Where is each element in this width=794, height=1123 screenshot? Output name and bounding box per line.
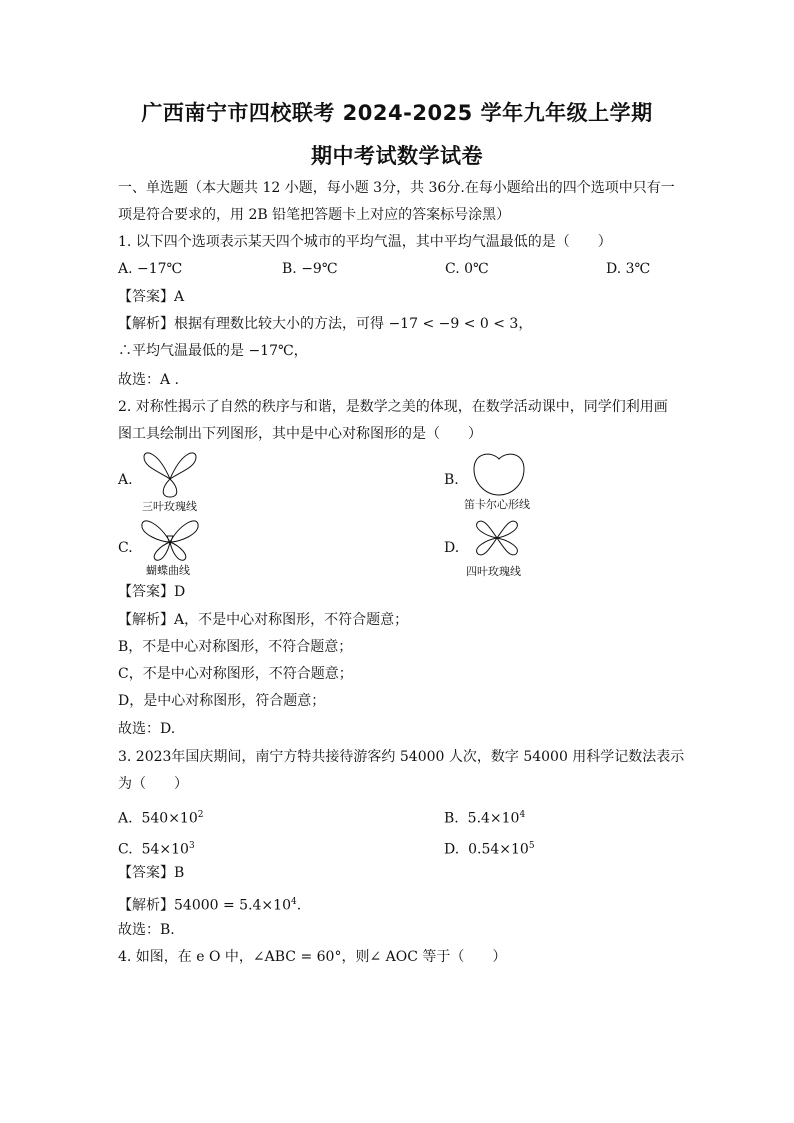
cardioid-icon (470, 451, 528, 497)
q3-option-b: B. $5.4\times 10^4$ (444, 810, 526, 827)
q1-conclusion: 故选：A . (118, 372, 180, 388)
q3-option-c: C. $54\times 10^3$ (118, 841, 195, 858)
page-title-line1: 广西南宁市四校联考 2024-2025 学年九年级上学期 (141, 101, 653, 125)
q2-figure-a-caption: 三叶玫瑰线 (142, 500, 197, 513)
q3-question-line2: 为（ ） (118, 776, 188, 792)
q3-conclusion: 故选：B. (118, 922, 175, 938)
q1-question: 1. 以下四个选项表示某天四个城市的平均气温，其中平均气温最低的是（ ） (118, 234, 612, 250)
q3-option-a: A. $540\times 10^2$ (118, 810, 204, 827)
three-leaf-rose-icon (138, 449, 202, 499)
q3-answer: 【答案】B (118, 865, 185, 881)
q2-figure-b-caption: 笛卡尔心形线 (464, 498, 530, 511)
q2-figure-a-letter: A. (118, 472, 133, 488)
q1-option-b: B. −9℃ (282, 261, 338, 277)
q2-analysis-line1: 【解析】A，不是中心对称图形，不符合题意； (118, 612, 409, 628)
q2-question-line1: 2. 对称性揭示了自然的秩序与和谐，是数学之美的体现，在数学活动课中，同学们利用画 (118, 399, 668, 415)
q2-analysis-line4: D，是中心对称图形，符合题意； (118, 693, 326, 709)
q3-question-line1: 3. 2023年国庆期间，南宁方特共接待游客约 54000 人次，数字 54000 用科学记数法表示 (118, 749, 685, 765)
q1-answer: 【答案】A (118, 289, 185, 305)
q3-analysis: 【解析】$54000 = 5.4\times 10^4$. (118, 897, 302, 914)
q4-question: 4. 如图，在 e O 中，∠ABC = 60°，则∠ AOC 等于（ ） (118, 949, 507, 965)
q2-figure-c-caption: 蝴蝶曲线 (146, 564, 190, 577)
section-heading-line1: 一、单选题（本大题共 12 小题，每小题 3分，共 36分.在每小题给出的四个选项中只有一 (118, 180, 675, 196)
q1-option-a: A. −17℃ (118, 261, 183, 277)
q1-analysis-line1: 【解析】根据有理数比较大小的方法，可得 −17 < −9 < 0 < 3， (118, 316, 533, 332)
q1-option-d: D. 3℃ (606, 261, 651, 277)
four-leaf-rose-icon (474, 516, 520, 560)
q1-option-c: C. 0℃ (445, 261, 489, 277)
q2-analysis-line3: C，不是中心对称图形，不符合题意； (118, 666, 353, 682)
q2-figure-d-letter: D. (444, 540, 460, 556)
q2-conclusion: 故选：D. (118, 721, 176, 737)
q2-figure-d-caption: 四叶玫瑰线 (466, 565, 521, 578)
q3-option-d: D. $0.54\times 10^5$ (444, 841, 535, 858)
section-heading-line2: 项是符合要求的，用 2B 铅笔把答题卡上对应的答案标号涂黑） (118, 207, 511, 223)
butterfly-curve-icon (138, 516, 202, 562)
q2-figure-b-letter: B. (444, 472, 459, 488)
page-title-line2: 期中考试数学试卷 (311, 144, 483, 168)
q2-analysis-line2: B，不是中心对称图形，不符合题意； (118, 639, 353, 655)
q2-figure-c-letter: C. (118, 540, 133, 556)
q2-question-line2: 图工具绘制出下列图形，其中是中心对称图形的是（ ） (118, 426, 482, 442)
q2-answer: 【答案】D (118, 584, 186, 600)
q1-analysis-line2: ∴平均气温最低的是 −17℃， (118, 343, 308, 359)
